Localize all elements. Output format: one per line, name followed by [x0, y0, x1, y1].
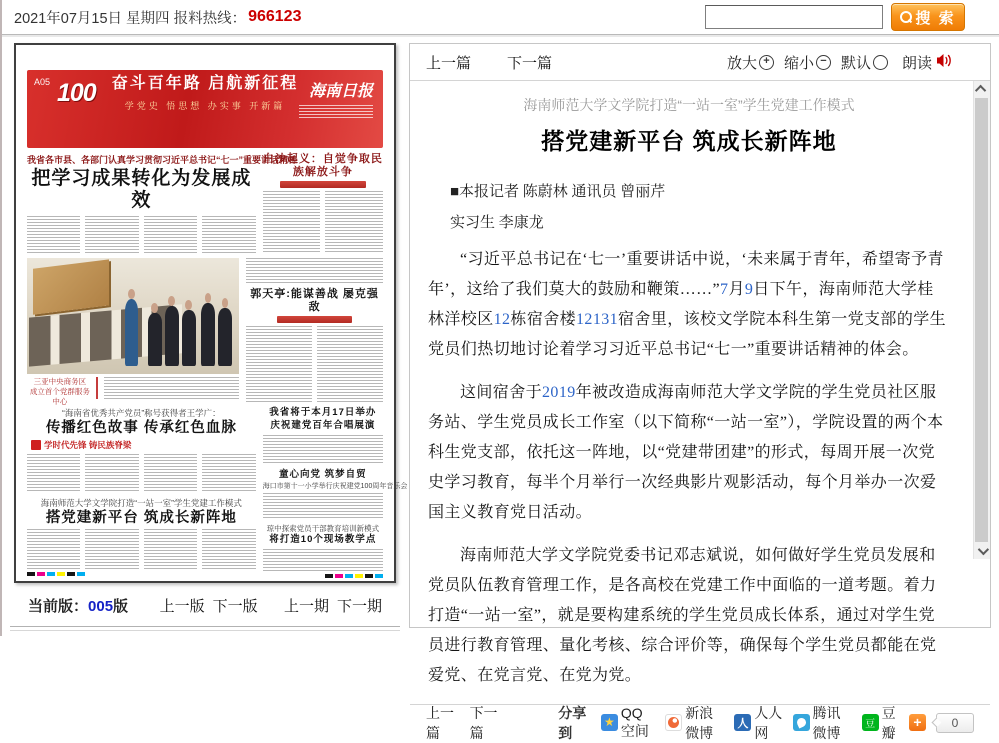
lead-kicker: 我省各市县、各部门认真学习贯彻习近平总书记“七一”重要讲话精神 — [27, 155, 298, 165]
photo-visitor-figure — [218, 308, 232, 366]
guotianting-story — [246, 258, 383, 402]
article-paragraph: 这间宿舍于2019年被改造成海南师范大学文学院的学生党员社区服务站、学生党员成长工作室（以下简称“一站一室”），学院设置的两个本科生党支部，依托这一阵地，以“党建带团建”的形式，每周开展一次党史学习教育，每半个月举行一次经典影片观影活动，每个月举办一次爱国主义教育党日活动。 — [428, 384, 944, 521]
wangxueguang-kicker: “海南省优秀共产党员”称号获得者王学广： — [61, 408, 221, 418]
date-hotline-text: 2021年07月15日 星期四 报料热线： — [14, 10, 247, 27]
newsprint-text-block — [263, 493, 383, 519]
prev-page-link[interactable]: 上一版 — [159, 598, 205, 615]
newsprint-text-block — [27, 216, 80, 253]
article-panel — [409, 43, 991, 741]
series-tag-label: 学时代先锋 铸民族脊梁 — [44, 439, 132, 450]
speaker-icon — [936, 53, 952, 72]
lead-story — [27, 153, 298, 253]
photo-caption-red: 三亚中央商务区 成立首个党群服务中心 — [27, 377, 98, 399]
scrollbar[interactable] — [973, 81, 990, 559]
scroll-down-button[interactable] — [974, 543, 990, 559]
epaper-page-thumbnail[interactable] — [14, 43, 408, 583]
qiongzhong-kicker: 琼中探索党员干部教育培训新模式 — [266, 524, 380, 534]
chorus-headline: 我省将于本月17日举办 庆祝建党百年合唱展演 — [269, 407, 377, 431]
baisha-story — [263, 153, 383, 253]
article-footer — [410, 704, 990, 740]
left-panel — [8, 43, 408, 631]
baisha-text-columns — [263, 191, 383, 253]
photo-visitor-figure — [201, 303, 215, 366]
newsprint-text-block — [144, 454, 197, 492]
share-label: 分享到 — [558, 704, 587, 741]
baisha-headline: 白沙起义：自觉争取民族解放斗争 — [262, 153, 383, 178]
newsprint-text-block — [27, 529, 80, 569]
photo-visitor-figure — [182, 310, 196, 366]
newsprint-text-block — [246, 326, 312, 402]
newsprint-text-block — [263, 191, 321, 253]
qiongzhong-headline: 将打造10个现场教学点 — [269, 534, 377, 546]
guotianting-text-columns — [246, 326, 383, 402]
zoom-out-icon — [816, 55, 831, 70]
article-paragraph: 海南师范大学文学院党委书记邓志斌说，如何做好学生党员发展和党员队伍教育管理工作，是各高校在党建工作中面临的一道考题。着力打造“一站一室”，就是要构建系统的学生党员成长体系，通过对学生党员进行教育管理、量化考核、综合评价等，确保每个学生党员都能在党爱党、在党言党、在党为党。 — [428, 547, 937, 684]
hotline-number: 966123 — [248, 8, 302, 25]
top-bar — [2, 0, 999, 35]
bottom-right-stack — [262, 407, 408, 589]
current-page-label: 当前版：005版 — [28, 598, 129, 615]
photo-visitor-figure — [165, 306, 179, 366]
series-tag — [31, 439, 256, 451]
children-headline: 童心向党 筑梦自贸 — [279, 468, 367, 480]
article-kicker: 海南师范大学文学院打造“一站一室”学生党建工作模式 — [523, 97, 855, 113]
newsprint-text-block — [27, 454, 80, 492]
centenary-100-logo: 100 — [57, 79, 96, 107]
newsprint-text-block — [246, 258, 383, 284]
hainnu-kicker: 海南师范大学文学院打造“一站一室”学生党建工作模式 — [40, 497, 242, 508]
article-toolbar — [410, 44, 990, 81]
share-douban[interactable]: 豆 豆瓣 — [862, 703, 899, 743]
series-tag-icon — [31, 440, 41, 450]
red-tag-strip — [280, 181, 367, 188]
newsprint-text-block — [85, 454, 138, 492]
article-byline: ■本报记者 陈蔚林 通讯员 曾丽芹 — [450, 184, 666, 200]
default-size-control[interactable]: 默认 — [841, 52, 888, 73]
newsprint-text-block — [85, 529, 138, 569]
print-registration-marks — [27, 572, 256, 576]
article-title: 搭党建新平台 筑成长新阵地 — [541, 128, 837, 154]
newsprint-text-block — [263, 549, 383, 571]
newsprint-text-block — [263, 435, 383, 465]
share-renren[interactable]: 人 人人网 — [734, 703, 782, 743]
article-byline-intern: 实习生 李康龙 — [450, 215, 544, 231]
masthead-infolines — [299, 105, 373, 119]
article-paragraph: “习近平总书记在‘七一’重要讲话中说，‘未来属于青年，希望寄予青年’，这给了我们莫大的鼓励和鞭策……”7月9日下午，海南师范大学桂林洋校区12栋宿舍楼12131宿舍里，该校文学院本科生第一党支部的学生党员们热切地讨论着学习习近平总书记“七一”重要讲话精神的体会。 — [428, 251, 947, 358]
prev-issue-link[interactable]: 上一期 — [283, 598, 329, 615]
newsprint-text-block — [202, 216, 255, 253]
newsprint-text-block — [202, 454, 255, 492]
exhibition-photo — [27, 258, 239, 374]
scroll-up-button[interactable] — [974, 81, 990, 97]
footer-prev-article-link[interactable]: 上一篇 — [426, 704, 454, 741]
zoom-out-control[interactable]: 缩小 − — [784, 52, 831, 73]
hainnu-text-columns — [27, 529, 256, 569]
newspaper-page-label: A05 — [34, 77, 51, 87]
prev-article-link[interactable]: 上一篇 — [426, 54, 472, 72]
guotianting-headline: 郭天亭:能谋善战 屡克强敌 — [250, 288, 379, 313]
photo-display-box — [33, 259, 109, 315]
photo-caption — [27, 377, 239, 407]
toolbar-controls — [727, 52, 974, 73]
next-page-link[interactable]: 下一版 — [212, 598, 258, 615]
hainnu-headline: 搭党建新平台 筑成长新阵地 — [45, 509, 237, 526]
newsprint-text-block — [202, 529, 255, 569]
newsprint-text-block — [144, 216, 197, 253]
douban-icon — [862, 714, 879, 731]
share-qzone[interactable]: ★ QQ空间 — [601, 705, 655, 741]
newsprint-text-block — [325, 191, 383, 253]
newsprint-text-block — [104, 377, 239, 399]
default-size-icon — [873, 55, 888, 70]
page-navigation-bar — [8, 595, 402, 616]
masthead — [299, 78, 373, 119]
lead-headline: 把学习成果转化为发展成效 — [31, 168, 252, 211]
photo-story — [27, 258, 239, 407]
search-input[interactable] — [705, 5, 883, 29]
next-article-link[interactable]: 下一篇 — [507, 54, 553, 72]
photo-visitor-figure — [148, 313, 162, 366]
share-sina-weibo[interactable]: 新浪微博 — [665, 703, 724, 743]
read-aloud-control[interactable]: 朗读 — [902, 52, 952, 73]
lead-text-columns — [27, 216, 256, 253]
wangxueguang-text-columns — [27, 454, 256, 492]
main-area — [2, 35, 999, 741]
current-page-number: 005 — [88, 598, 114, 615]
divider — [10, 626, 400, 631]
article-content — [410, 81, 990, 704]
masthead-name: 海南日报 — [308, 83, 373, 100]
share-tencent-weibo[interactable]: 腾讯微博 — [793, 703, 852, 743]
qzone-icon — [601, 714, 618, 731]
search-icon — [900, 11, 912, 23]
photo-guide-figure — [125, 299, 139, 366]
next-issue-link[interactable]: 下一期 — [336, 598, 382, 615]
bottom-left-stack — [27, 407, 256, 589]
newspaper-banner — [27, 70, 383, 148]
scrollbar-thumb[interactable] — [975, 98, 988, 542]
banner-subtitle: 学党史 悟思想 办实事 开新篇 — [124, 101, 286, 111]
print-registration-marks — [263, 574, 383, 578]
sina-weibo-icon — [665, 714, 682, 731]
newspaper-row-bottom — [27, 407, 408, 589]
newsprint-text-block — [144, 529, 197, 569]
newsprint-text-block — [317, 326, 383, 402]
red-tag-strip — [277, 316, 352, 323]
zoom-in-icon — [759, 55, 774, 70]
search-button[interactable] — [891, 3, 965, 31]
children-subtitle: 海口市第十一小学举行庆祝建党100周年音乐会 — [262, 483, 408, 491]
zoom-in-control[interactable]: 放大 + — [727, 52, 774, 73]
search-button-label: 搜 索 — [915, 9, 956, 27]
tencent-weibo-icon — [793, 714, 810, 731]
newspaper-row-photo — [27, 258, 383, 407]
newsprint-text-block — [85, 216, 138, 253]
renren-icon — [734, 714, 751, 731]
share-count-badge: 0 — [936, 713, 974, 733]
newspaper-row-lead — [27, 153, 383, 253]
banner-title: 奋斗百年路 启航新征程 — [111, 75, 299, 92]
more-share-icon[interactable] — [909, 714, 926, 731]
wangxueguang-headline: 传播红色故事 传承红色血脉 — [45, 420, 237, 436]
footer-next-article-link[interactable]: 下一篇 — [469, 704, 498, 741]
